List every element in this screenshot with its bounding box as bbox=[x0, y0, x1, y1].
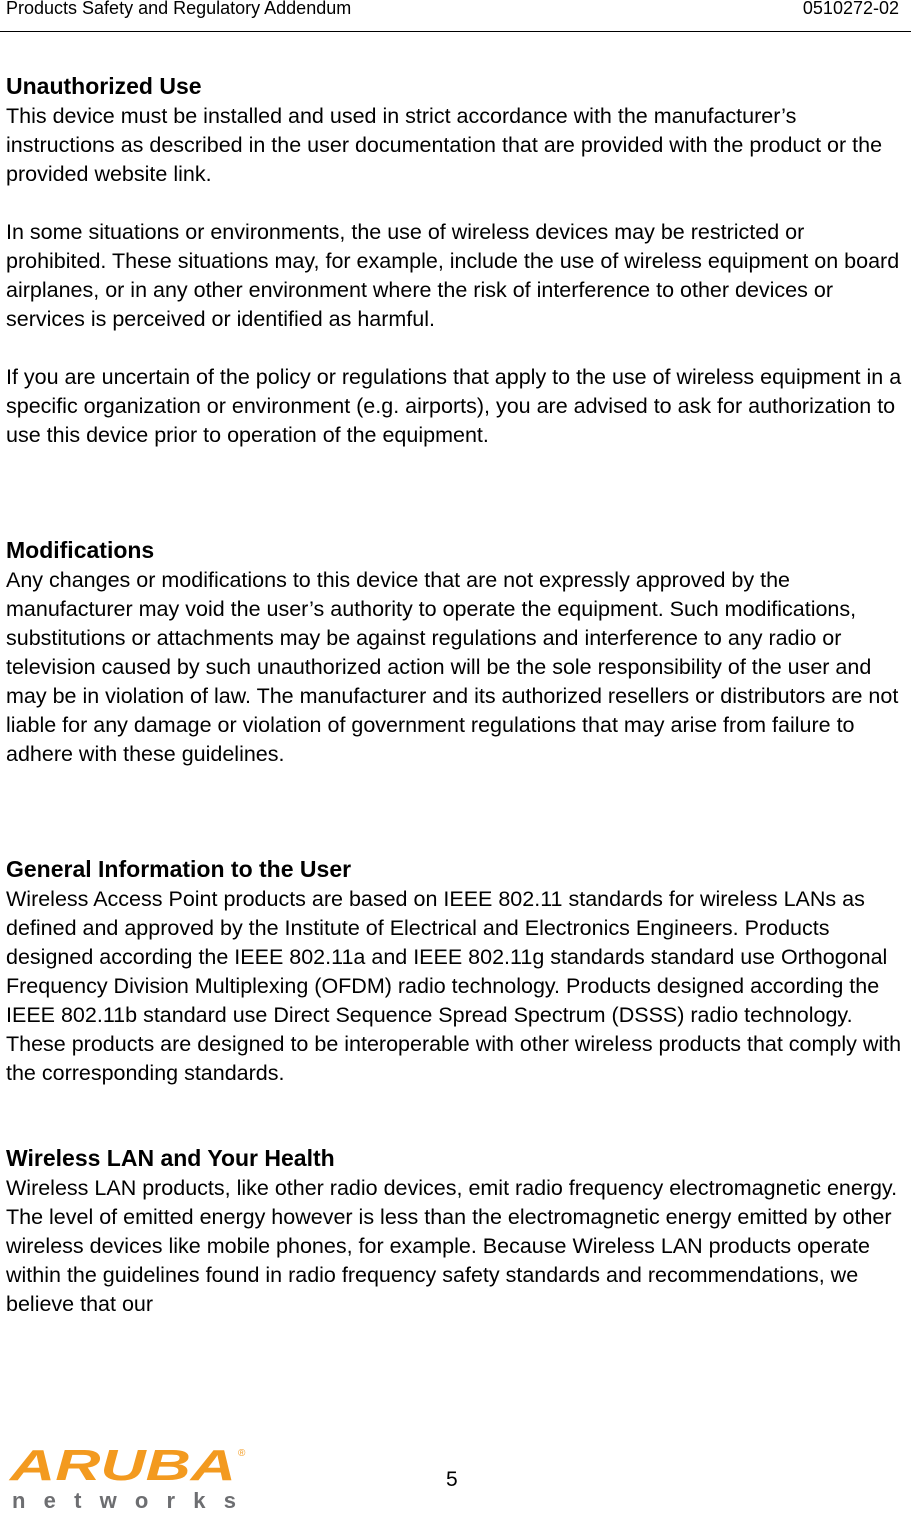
document-body bbox=[6, 70, 906, 1319]
paragraph: Wireless Access Point products are based on IEEE 802.11 standards for wireless LANs as defined and approved by the Institute of Electrical and Electronics Engineers. Products designed according the IEEE 802.11a and IEEE 802.11g standards standard use Orthogonal Frequency Division Multiplexing (OFDM) radio technology. Products designed according the IEEE 802.11b standard use Direct Sequence Spread Spectrum (DSSS) radio technology. These products are designed to be interoperable with other wireless products that comply with the corresponding standards. bbox=[6, 887, 902, 1085]
section-modifications bbox=[6, 534, 906, 769]
section-wireless-lan-health bbox=[6, 1142, 906, 1319]
page-header bbox=[0, 0, 911, 32]
aruba-networks-logo bbox=[8, 1442, 248, 1512]
logo-wordmark: ARUBA bbox=[8, 1442, 237, 1490]
page-number: 5 bbox=[446, 1468, 458, 1491]
section-heading: General Information to the User bbox=[6, 856, 352, 882]
document-number: 0510272-02 bbox=[802, 0, 899, 18]
section-general-information bbox=[6, 853, 906, 1088]
paragraph: Any changes or modifications to this device that are not expressly approved by the manufacturer may void the user’s authority to operate the equipment. Such modifications, substitutions or attachments may be against regulations and interference to any radio or television caused by such unauthorized action will be the sole responsibility of the user and may be in violation of law. The manufacturer and its authorized resellers or distributors are not liable for any damage or violation of government regulations that may arise from failure to adhere with these guidelines. bbox=[6, 568, 899, 766]
logo-subtitle: networks bbox=[12, 1488, 236, 1512]
section-heading: Unauthorized Use bbox=[6, 73, 202, 99]
section-heading: Wireless LAN and Your Health bbox=[6, 1145, 335, 1171]
paragraph: Wireless LAN products, like other radio devices, emit radio frequency electromagnetic energy. The level of emitted energy however is less than the electromagnetic energy emitted by other wireless devices like mobile phones, for example. Because Wireless LAN products operate within the guidelines found in radio frequency safety standards and recommendations, we believe that our bbox=[6, 1176, 898, 1316]
paragraph: In some situations or environments, the use of wireless devices may be restricted or prohibited. These situations may, for example, include the use of wireless equipment on board airplanes, or in any other environment where the risk of interference to other devices or services is perceived or identified as harmful. bbox=[6, 220, 900, 331]
header-title: Products Safety and Regulatory Addendum bbox=[6, 0, 352, 18]
section-unauthorized-use bbox=[6, 70, 906, 450]
paragraph: This device must be installed and used in strict accordance with the manufacturer’s instructions as described in the user documentation that are provided with the product or the provided website link. bbox=[6, 104, 883, 186]
registered-mark: ® bbox=[238, 1448, 246, 1459]
paragraph: If you are uncertain of the policy or regulations that apply to the use of wireless equipment in a specific organization or environment (e.g. airports), you are advised to ask for authorization to use this device prior to operation of the equipment. bbox=[6, 365, 902, 447]
section-heading: Modifications bbox=[6, 537, 155, 563]
